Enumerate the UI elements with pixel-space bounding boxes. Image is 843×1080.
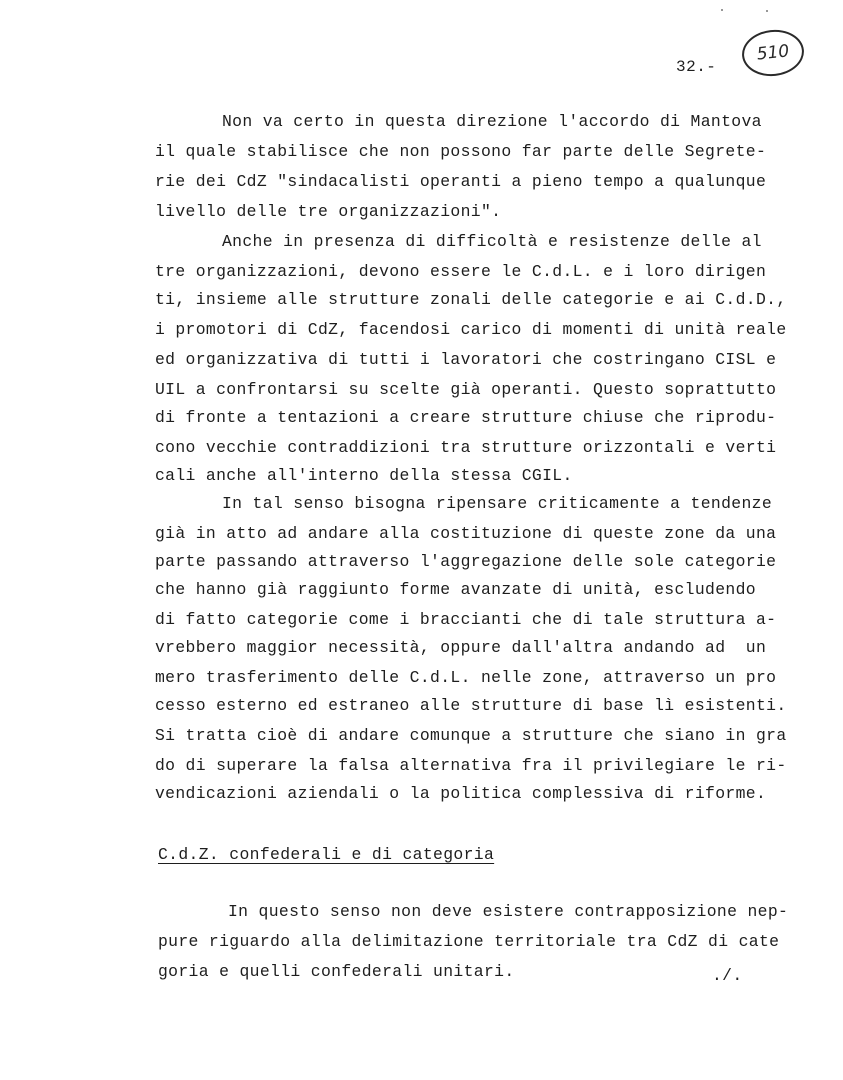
handwritten-page-stamp: 510 bbox=[740, 27, 806, 79]
continuation-mark: ./. bbox=[712, 966, 743, 985]
text-line: cono vecchie contraddizioni tra strutture orizzontali e verti bbox=[155, 438, 777, 457]
text-line: livello delle tre organizzazioni". bbox=[155, 202, 502, 221]
text-line: di fronte a tentazioni a creare strutture chiuse che riprodu- bbox=[155, 408, 777, 427]
text-line: do di superare la falsa alternativa fra il privilegiare le ri- bbox=[155, 756, 787, 775]
text-line: pure riguardo alla delimitazione territoriale tra CdZ di cate bbox=[158, 932, 780, 951]
text-line: cesso esterno ed estraneo alle strutture di base lì esistenti. bbox=[155, 696, 787, 715]
text-line: ti, insieme alle strutture zonali delle categorie e ai C.d.D., bbox=[155, 290, 787, 309]
text-line: Si tratta cioè di andare comunque a strutture che siano in gra bbox=[155, 726, 787, 745]
text-line: UIL a confrontarsi su scelte già operanti. Questo soprattutto bbox=[155, 380, 777, 399]
text-line: i promotori di CdZ, facendosi carico di momenti di unità reale bbox=[155, 320, 787, 339]
text-line: rie dei CdZ "sindacalisti operanti a pieno tempo a qualunque bbox=[155, 172, 767, 191]
text-line: già in atto ad andare alla costituzione di queste zone da una bbox=[155, 524, 777, 543]
text-line: tre organizzazioni, devono essere le C.d.L. e i loro dirigen bbox=[155, 262, 767, 281]
page-number: 32.- bbox=[676, 58, 717, 76]
text-line: di fatto categorie come i braccianti che di tale struttura a- bbox=[155, 610, 777, 629]
text-line: vendicazioni aziendali o la politica complessiva di riforme. bbox=[155, 784, 767, 803]
text-line: il quale stabilisce che non possono far parte delle Segrete- bbox=[155, 142, 767, 161]
text-line: Non va certo in questa direzione l'accordo di Mantova bbox=[222, 112, 762, 131]
text-line: In questo senso non deve esistere contrapposizione nep- bbox=[228, 902, 789, 921]
text-line: parte passando attraverso l'aggregazione delle sole categorie bbox=[155, 552, 777, 571]
text-line: mero trasferimento delle C.d.L. nelle zone, attraverso un pro bbox=[155, 668, 777, 687]
text-line: vrebbero maggior necessità, oppure dall'altra andando ad un bbox=[155, 638, 767, 657]
text-line: ed organizzativa di tutti i lavoratori che costringano CISL e bbox=[155, 350, 777, 369]
text-line: che hanno già raggiunto forme avanzate di unità, escludendo bbox=[155, 580, 756, 599]
text-line: In tal senso bisogna ripensare criticamente a tendenze bbox=[222, 494, 773, 513]
text-line: goria e quelli confederali unitari. bbox=[158, 962, 515, 981]
section-heading: C.d.Z. confederali e di categoria bbox=[158, 845, 495, 864]
text-line: Anche in presenza di difficoltà e resistenze delle al bbox=[222, 232, 762, 251]
text-line: cali anche all'interno della stessa CGIL. bbox=[155, 466, 573, 485]
